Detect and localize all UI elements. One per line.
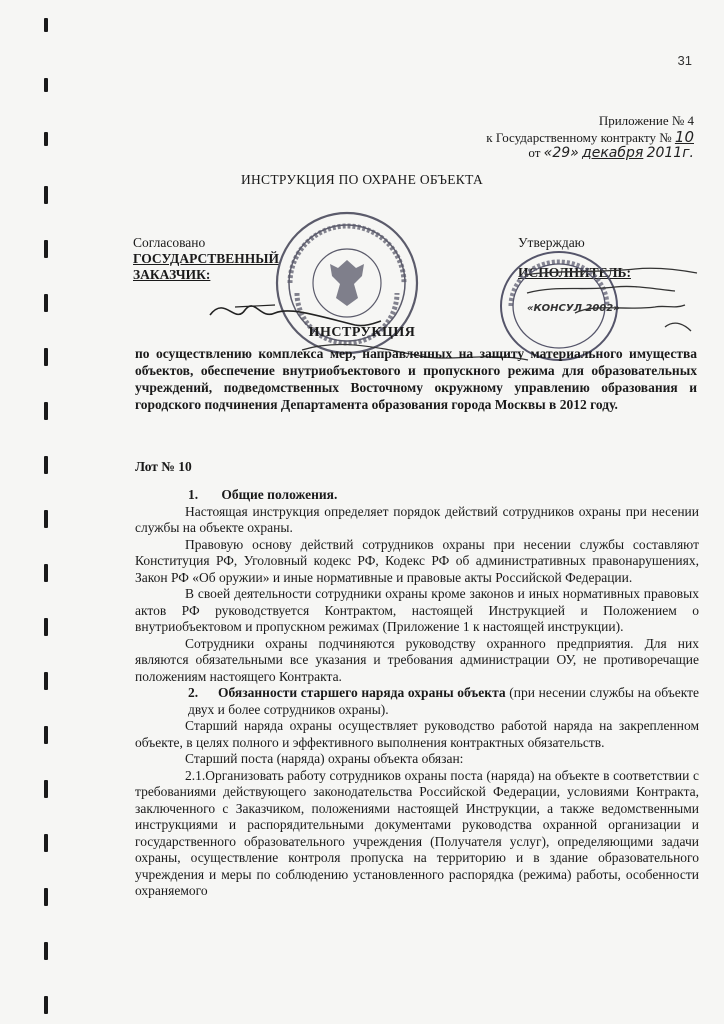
section-2-paragraph-3: 2.1.Организовать работу сотрудников охраны поста (наряда) на объекте в соответствии с требованиями действующего законодательства Российской Федерации, условиями Контракта, заключенного с Заказчиком, положениями настоящей Инструкции, а также ведомственными инструкциями и распорядительными документами руководства охранной организации и государственного образовательного учреждения (Получателя услуг), определяющими задачи охраны, осуществление контроля пропуска на территорию и в здание образовательного учреждения и меры по соблюдению установленного распорядка (режима) работы, особенности охраняемого [135, 767, 699, 898]
lot-number: Лот № 10 [135, 459, 192, 474]
appendix-year: 2011г. [646, 145, 694, 161]
agreed-block [133, 235, 279, 283]
contractor-stamp-name: «КОНСУЛ 2002» [527, 303, 620, 314]
section-1-number: 1. [188, 487, 199, 502]
appendix-month: декабря [582, 145, 644, 161]
section-2-title: Обязанности старшего наряда охраны объекта [218, 685, 506, 700]
contract-number: 10 [674, 128, 694, 146]
section-1-paragraph-3: В своей деятельности сотрудники охраны кроме законов и иных нормативных правовых актов РФ руководствуется Контрактом, настоящей Инструкцией и Положением о внутриобъектовом и пропускном режимах (Приложение 1 к настоящей инструкции). [135, 586, 699, 634]
section-1-paragraph-1: Настоящая инструкция определяет порядок действий сотрудников охраны при несении службы на объекте охраны. [135, 503, 699, 535]
document-title: ИНСТРУКЦИЯ ПО ОХРАНЕ ОБЪЕКТА [240, 172, 484, 187]
section-2-title-note: (при несении службы на объекте двух и более сотрудников охраны). [188, 685, 699, 717]
instruction-heading: ИНСТРУКЦИЯ [308, 325, 416, 340]
agreed-label: Согласовано [133, 235, 206, 250]
customer-label-1: ГОСУДАРСТВЕННЫЙ [133, 251, 280, 266]
section-1-paragraph-4: Сотрудники охраны подчиняются руководству охранного предприятия. Для них являются обязательными все указания и требования администрации ОУ, не противоречащие положениям настоящего Контракта. [135, 635, 699, 684]
section-2-paragraph-1: Старший наряда охраны осуществляет руководство работой наряда на закрепленном объекте, в целях полного и эффективного выполнения контрактных обязательств. [135, 718, 699, 750]
binding-marks [0, 0, 60, 1024]
section-2-heading [135, 685, 699, 718]
appendix-contract-label: к Государственному контракту № [486, 130, 672, 145]
page-number: 31 [677, 53, 692, 68]
contractor-label: ИСПОЛНИТЕЛЬ: [518, 265, 631, 280]
appendix-day: «29» [543, 145, 579, 161]
appendix-from-label: от [528, 145, 541, 160]
section-2-paragraph-2: Старший поста (наряда) охраны объекта обязан: [185, 751, 464, 766]
appendix-line-1: Приложение № 4 [598, 113, 694, 128]
section-1-heading [135, 487, 699, 504]
approved-label: Утверждаю [518, 235, 585, 250]
section-1-title: Общие положения. [221, 487, 338, 502]
section-2-number: 2. [188, 685, 199, 700]
instruction-subject: по осуществлению комплекса мер, направленных на защиту материального имущества объектов, обеспечение внутриобъектового и пропускного режима для образовательных учреждений, подведомственных Восточному окружному управлению образования и городского подчинения Департамента образования города Москвы в 2012 году. [135, 346, 697, 412]
section-1-paragraph-2: Правовую основу действий сотрудников охраны при несении службы составляют Конституция РФ, Уголовный кодекс РФ, Кодекс РФ об административных правонарушениях, Закон РФ «Об оружии» и иные нормативные и правовые акты Российской Федерации. [135, 536, 699, 585]
appendix-line-3 [528, 145, 694, 161]
customer-label-2: ЗАКАЗЧИК: [133, 267, 211, 282]
document-body [135, 487, 699, 900]
appendix-line-2 [486, 129, 694, 146]
